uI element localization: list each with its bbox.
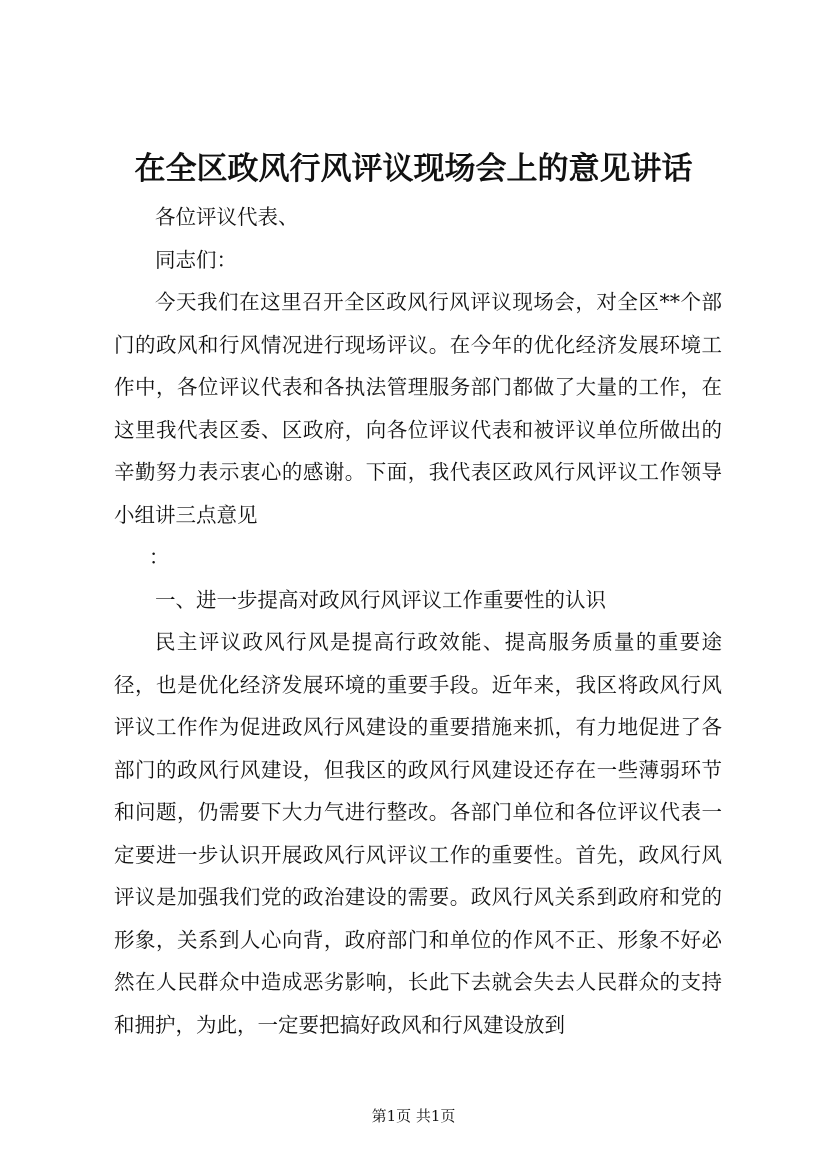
section-heading-1: 一、进一步提高对政风行风评议工作重要性的认识 — [155, 587, 606, 612]
intro-paragraph: 今天我们在这里召开全区政风行风评议现场会，对全区**个部门的政风和行风情况进行现场评议。在今年的优化经济发展环境工作中，各位评议代表和各执法管理服务部门都做了大量的工作，在这里我代表区委、区政府，向各位评议代表和被评议单位所做出的辛勤努力表示衷心的感谢。下面，我代表区政风行风评议工作领导小组讲三点意见 — [114, 290, 722, 527]
section-paragraph-1: 民主评议政风行风是提高行政效能、提高服务质量的重要途径，也是优化经济发展环境的重要手段。近年来，我区将政风行风评议工作作为促进政风行风建设的重要措施来抓，有力地促进了各部门的政风行风建设，但我区的政风行风建设还存在一些薄弱环节和问题，仍需要下大力气进行整改。各部门单位和各位评议代表一定要进一步认识开展政风行风评议工作的重要性。首先，政风行风评议是加强我们党的政治建设的需要。政风行风关系到政府和党的形象，关系到人心向背，政府部门和单位的作风不正、形象不好必然在人民群众中造成恶劣影响，长此下去就会失去人民群众的支持和拥护，为此，一定要把搞好政风和行风建设放到 — [114, 630, 722, 1037]
salutation-line-2: 同志们： — [155, 247, 237, 272]
page-footer: 第1页 共1页 — [371, 1107, 456, 1125]
salutation-line-1: 各位评议代表、 — [155, 205, 299, 229]
document-body — [114, 196, 722, 1046]
document-title: 在全区政风行风评议现场会上的意见讲话 — [134, 151, 693, 187]
intro-colon: ： — [148, 545, 170, 569]
